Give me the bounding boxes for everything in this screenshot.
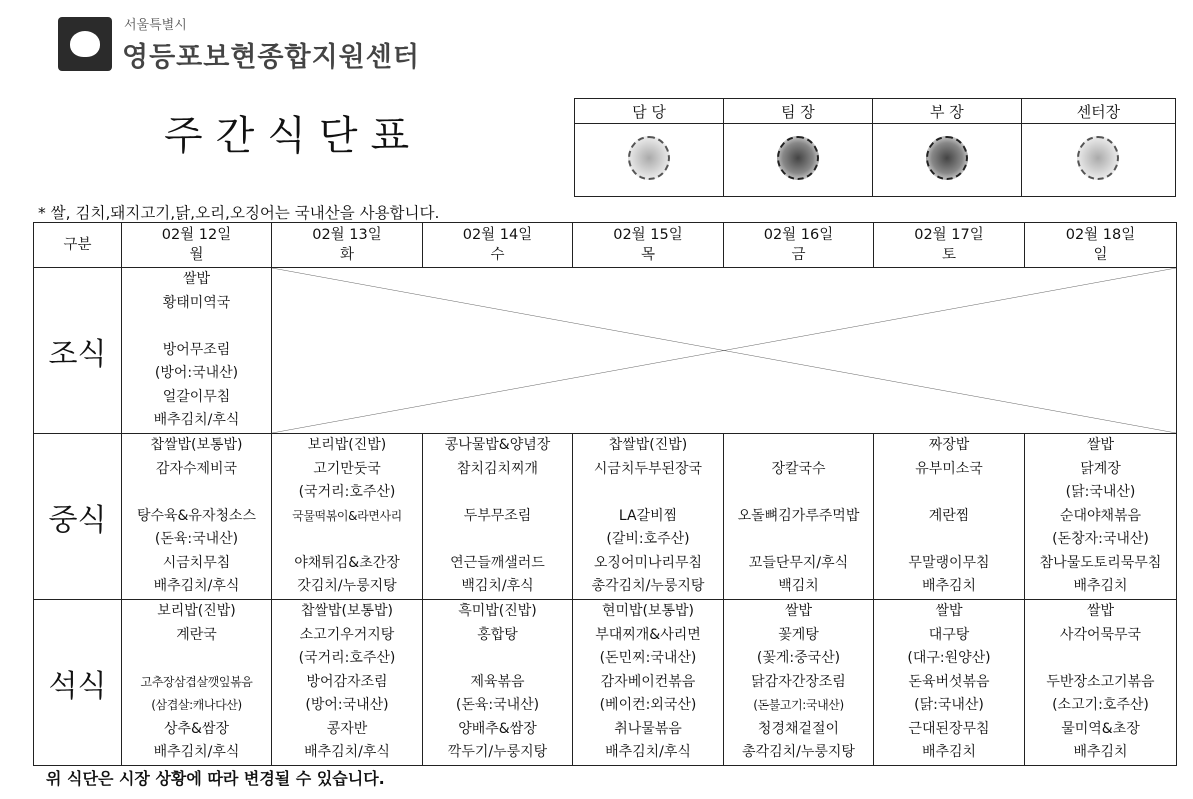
page-title: 주간식단표 <box>164 113 423 159</box>
lunch-label: 중식 <box>34 434 122 600</box>
menu-item: 유부미소국 <box>915 460 983 477</box>
menu-item <box>122 647 271 671</box>
org-name: 영등포보현종합지원센터 <box>122 42 420 73</box>
menu-item: 배추김치 <box>921 744 977 760</box>
menu-item: 계란찜 <box>928 507 970 524</box>
menu-item <box>724 528 873 552</box>
menu-item: 배추김치/후식 <box>153 578 240 594</box>
menu-item: 쌀밥 <box>784 603 813 619</box>
menu-item <box>423 528 572 552</box>
menu-item <box>423 647 572 671</box>
menu-item: 백김치/후식 <box>461 578 534 594</box>
dinner-day-cell <box>1025 600 1177 766</box>
day-date: 02월 13일 <box>312 227 382 243</box>
menu-item: 상추&쌈장 <box>163 720 229 737</box>
menu-item: 취나물볶음 <box>614 720 682 737</box>
menu-item: 총각김치/누룽지탕 <box>742 744 855 760</box>
menu-item: 오징어미나리무침 <box>593 554 703 571</box>
lunch-day-cell <box>874 434 1025 600</box>
menu-item: (닭:국내산) <box>1065 484 1136 500</box>
menu-item: (꽃게:중국산) <box>756 650 841 666</box>
menu-item: 방어무조림 <box>162 341 231 358</box>
day-date: 02월 12일 <box>161 227 232 243</box>
menu-item: (돈민찌:국내산) <box>599 650 697 666</box>
menu-item: (삼겹살:캐나다산) <box>151 698 242 712</box>
menu-item: 닭감자간장조림 <box>751 673 846 690</box>
menu-item <box>874 528 1024 552</box>
menu-item: 연근들깨샐러드 <box>450 554 545 571</box>
corner-label: 구분 <box>34 223 122 268</box>
menu-item: 무말랭이무침 <box>908 554 990 571</box>
menu-item: 순대야채볶음 <box>1059 507 1142 524</box>
menu-item: (돈육:국내산) <box>455 697 540 713</box>
menu-item: 깍두기/누룽지탕 <box>447 744 548 760</box>
menu-item <box>724 434 873 458</box>
dinner-day-cell <box>573 600 724 766</box>
menu-item: 배추김치 <box>1073 744 1128 760</box>
menu-item: 찹쌀밥(진밥) <box>608 437 688 453</box>
menu-item: 쌀밥 <box>1086 603 1115 619</box>
menu-item: 쌀밥 <box>182 271 211 287</box>
approval-box <box>574 98 1176 197</box>
menu-item: (방어:국내산) <box>154 365 239 381</box>
menu-item: 시금치무침 <box>162 554 231 571</box>
menu-item: 현미밥(보통밥) <box>601 603 695 619</box>
origin-notice: * 쌀, 김치,돼지고기,닭,오리,오징어는 국내산을 사용합니다. <box>38 204 440 222</box>
day-header <box>573 223 724 268</box>
menu-item: 계란국 <box>176 626 217 643</box>
menu-item: 배추김치/후식 <box>304 744 390 760</box>
menu-item: 제육볶음 <box>470 673 525 690</box>
menu-item: 국물떡볶이&라면사리 <box>292 508 402 523</box>
menu-item <box>724 481 873 505</box>
menu-item: 짜장밥 <box>928 437 970 453</box>
menu-item: 닭계장 <box>1080 460 1121 477</box>
dinner-label: 석식 <box>34 600 122 766</box>
menu-item: 대구탕 <box>928 626 970 643</box>
day-date: 02월 16일 <box>763 227 834 243</box>
menu-item: 돈육버섯볶음 <box>908 673 990 690</box>
menu-item: 사각어묵무국 <box>1059 626 1142 643</box>
menu-item: 근대된장무침 <box>908 720 990 737</box>
breakfast-monday-cell <box>122 268 272 434</box>
menu-item <box>122 315 271 339</box>
day-weekday: 일 <box>1093 247 1108 263</box>
lunch-day-cell <box>573 434 724 600</box>
day-weekday: 월 <box>189 247 204 263</box>
dinner-day-cell <box>724 600 874 766</box>
lunch-day-cell <box>1025 434 1177 600</box>
menu-item: 탕수육&유자청소스 <box>136 507 257 524</box>
menu-item: 소고기우거지탕 <box>299 626 395 643</box>
menu-item: 보리밥(진밥) <box>157 603 236 619</box>
menu-item: (국거리:호주산) <box>298 484 396 500</box>
menu-item: 얼갈이무침 <box>162 388 231 405</box>
menu-item: 갓김치/누룽지탕 <box>297 578 397 594</box>
seal-stamp-icon <box>628 136 670 180</box>
menu-item: 부대찌개&사리면 <box>595 626 701 643</box>
menu-item: 꼬들단무지/후식 <box>748 554 849 571</box>
menu-item: 배추김치/후식 <box>605 744 691 760</box>
menu-item: (베이컨:외국산) <box>599 697 697 713</box>
menu-item: 시금치두부된장국 <box>593 460 703 477</box>
menu-item: 감자베이컨볶음 <box>600 673 696 690</box>
menu-item <box>423 481 572 505</box>
menu-item: (갈비:호주산) <box>606 531 690 547</box>
org-sub-label: 서울특별시 <box>124 18 187 33</box>
seal-stamp-icon <box>1077 136 1119 180</box>
seal-stamp-icon <box>926 136 968 180</box>
menu-item: 배추김치 <box>1073 578 1128 594</box>
approval-role-staff: 담 당 <box>575 99 724 124</box>
menu-item: 배추김치/후식 <box>153 412 240 428</box>
menu-item: 찹쌀밥(보통밥) <box>300 603 394 619</box>
day-date: 02월 15일 <box>613 227 683 243</box>
weekly-menu-table <box>33 222 1177 766</box>
menu-item: (국거리:호주산) <box>298 650 396 666</box>
breakfast-closed-cell <box>272 268 1177 434</box>
day-header <box>122 223 272 268</box>
approval-role-manager: 부 장 <box>872 99 1021 124</box>
day-header <box>272 223 423 268</box>
lunch-day-cell <box>724 434 874 600</box>
menu-item: 백김치 <box>778 578 819 594</box>
menu-item: 고추장삼겹살깻잎볶음 <box>140 674 253 689</box>
menu-item: (방어:국내산) <box>305 697 389 713</box>
menu-item: 꽃게탕 <box>778 626 819 643</box>
footer-note: 위 식단은 시장 상황에 따라 변경될 수 있습니다. <box>46 769 385 788</box>
menu-item: 배추김치/후식 <box>153 744 240 760</box>
menu-item: 오돌뼈김가루주먹밥 <box>737 507 860 524</box>
menu-item: (돈불고기:국내산) <box>753 698 844 712</box>
menu-item: 야채튀김&초간장 <box>294 554 400 571</box>
menu-item: 배추김치 <box>921 578 977 594</box>
menu-item: 쌀밥 <box>935 603 963 619</box>
seal-stamp-icon <box>777 136 819 180</box>
approval-role-director: 센터장 <box>1021 99 1175 124</box>
menu-item: 찹쌀밥(보통밥) <box>150 437 243 453</box>
menu-item: 흑미밥(진밥) <box>458 603 537 619</box>
day-date: 02월 17일 <box>914 227 984 243</box>
menu-item: 두부무조림 <box>463 507 532 524</box>
dinner-day-cell <box>122 600 272 766</box>
day-header <box>724 223 874 268</box>
day-weekday: 토 <box>941 247 956 263</box>
breakfast-label: 조식 <box>34 268 122 434</box>
menu-item: 감자수제비국 <box>155 460 238 477</box>
logo-emblem-icon <box>58 17 112 71</box>
menu-item: 물미역&초장 <box>1061 720 1140 737</box>
crossed-out-icon <box>272 268 1176 433</box>
menu-item: 쌀밥 <box>1086 437 1115 453</box>
lunch-day-cell <box>272 434 423 600</box>
day-weekday: 금 <box>791 247 806 263</box>
menu-item: 콩자반 <box>326 720 368 737</box>
menu-item: 홍합탕 <box>477 626 518 643</box>
menu-item: 총각김치/누룽지탕 <box>591 578 705 594</box>
day-header <box>1025 223 1177 268</box>
menu-item: (소고기:호주산) <box>1052 697 1149 713</box>
dinner-day-cell <box>874 600 1025 766</box>
day-date: 02월 14일 <box>462 227 533 243</box>
center-logo <box>58 14 420 74</box>
menu-item: LA갈비찜 <box>618 507 678 524</box>
menu-item: 양배추&쌈장 <box>458 720 537 737</box>
menu-item <box>874 481 1024 505</box>
day-weekday: 목 <box>640 247 655 263</box>
day-weekday: 화 <box>339 247 354 263</box>
day-header <box>874 223 1025 268</box>
menu-item: (돈창자:국내산) <box>1052 531 1149 547</box>
menu-item: 청경채겉절이 <box>757 720 840 737</box>
menu-item <box>272 528 422 552</box>
lunch-day-cell <box>122 434 272 600</box>
menu-item: 참나물도토리묵무침 <box>1039 554 1162 571</box>
menu-item: 참치김치찌개 <box>456 460 539 477</box>
menu-item: 고기만둣국 <box>313 460 381 477</box>
day-weekday: 수 <box>490 247 505 263</box>
menu-item: 콩나물밥&양념장 <box>444 437 551 453</box>
approval-role-team-lead: 팀 장 <box>723 99 872 124</box>
menu-item <box>573 481 723 505</box>
menu-item <box>1025 647 1176 671</box>
dinner-day-cell <box>272 600 423 766</box>
menu-item: 방어감자조림 <box>306 673 388 690</box>
menu-item <box>122 481 271 505</box>
menu-item: (돈육:국내산) <box>154 531 239 547</box>
menu-item: (대구:원양산) <box>907 650 991 666</box>
dinner-day-cell <box>423 600 573 766</box>
menu-item: 황태미역국 <box>162 294 231 311</box>
day-header <box>423 223 573 268</box>
menu-item: (닭:국내산) <box>914 697 984 713</box>
menu-item: 장칼국수 <box>771 460 826 477</box>
lunch-day-cell <box>423 434 573 600</box>
menu-item: 보리밥(진밥) <box>307 437 387 453</box>
day-date: 02월 18일 <box>1065 227 1136 243</box>
menu-item: 두반장소고기볶음 <box>1046 673 1155 690</box>
